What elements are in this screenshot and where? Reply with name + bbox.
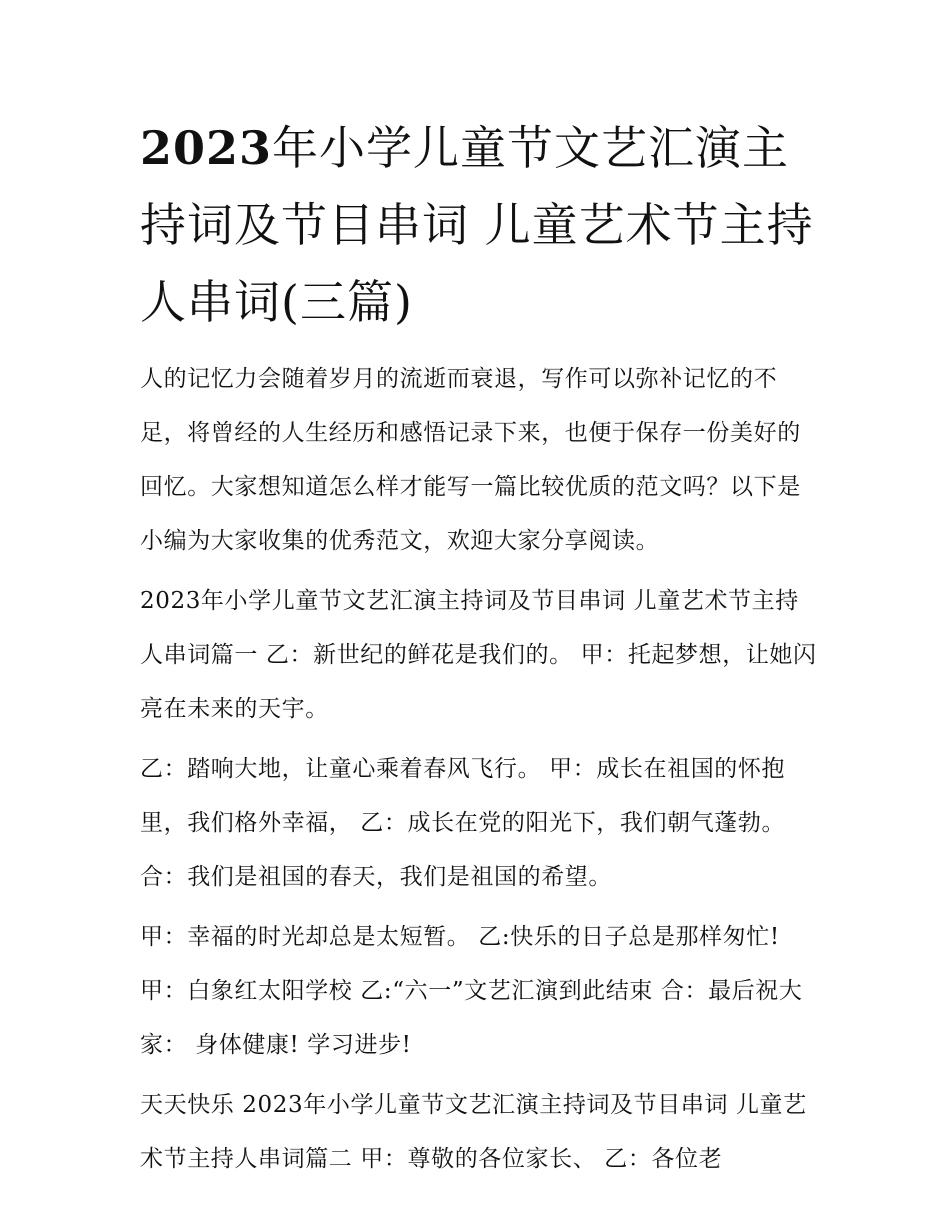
title-year: 2023 bbox=[140, 121, 273, 175]
paragraph-3: 甲：幸福的时光却总是太短暂。 乙:快乐的日子总是那样匆忙! 甲：白象红太阳学校 乙:“六一”文艺汇演到此结束 合：最后祝大家： 身体健康! 学习进步! bbox=[140, 924, 803, 1058]
paragraph-4: 天天快乐 2023年小学儿童节文艺汇演主持词及节目串词 儿童艺术节主持人串词篇二 甲：尊敬的各位家长、 乙：各位老 bbox=[140, 1092, 807, 1172]
paragraph-2: 乙：踏响大地，让童心乘着春风飞行。 甲：成长在祖国的怀抱里，我们格外幸福， 乙：成长在党的阳光下，我们朝气蓬勃。 合：我们是祖国的春天，我们是祖国的希望。 bbox=[140, 756, 786, 890]
paragraph-intro: 人的记忆力会随着岁月的流逝而衰退，写作可以弥补记忆的不足，将曾经的人生经历和感悟记录下来，也便于保存一份美好的回忆。大家想知道怎么样才能写一篇比较优质的范文吗？以下是小编为大家收集的优秀范文，欢迎大家分享阅读。 bbox=[140, 366, 801, 554]
paragraph-1: 2023年小学儿童节文艺汇演主持词及节目串词 儿童艺术节主持人串词篇一 乙：新世纪的鲜花是我们的。 甲：托起梦想，让她闪亮在未来的天宇。 bbox=[140, 588, 817, 722]
document-body bbox=[140, 352, 820, 1192]
document-title bbox=[140, 110, 820, 341]
title-text: 年小学儿童节文艺汇演主持词及节目串词 儿童艺术节主持人串词(三篇) bbox=[140, 121, 814, 329]
